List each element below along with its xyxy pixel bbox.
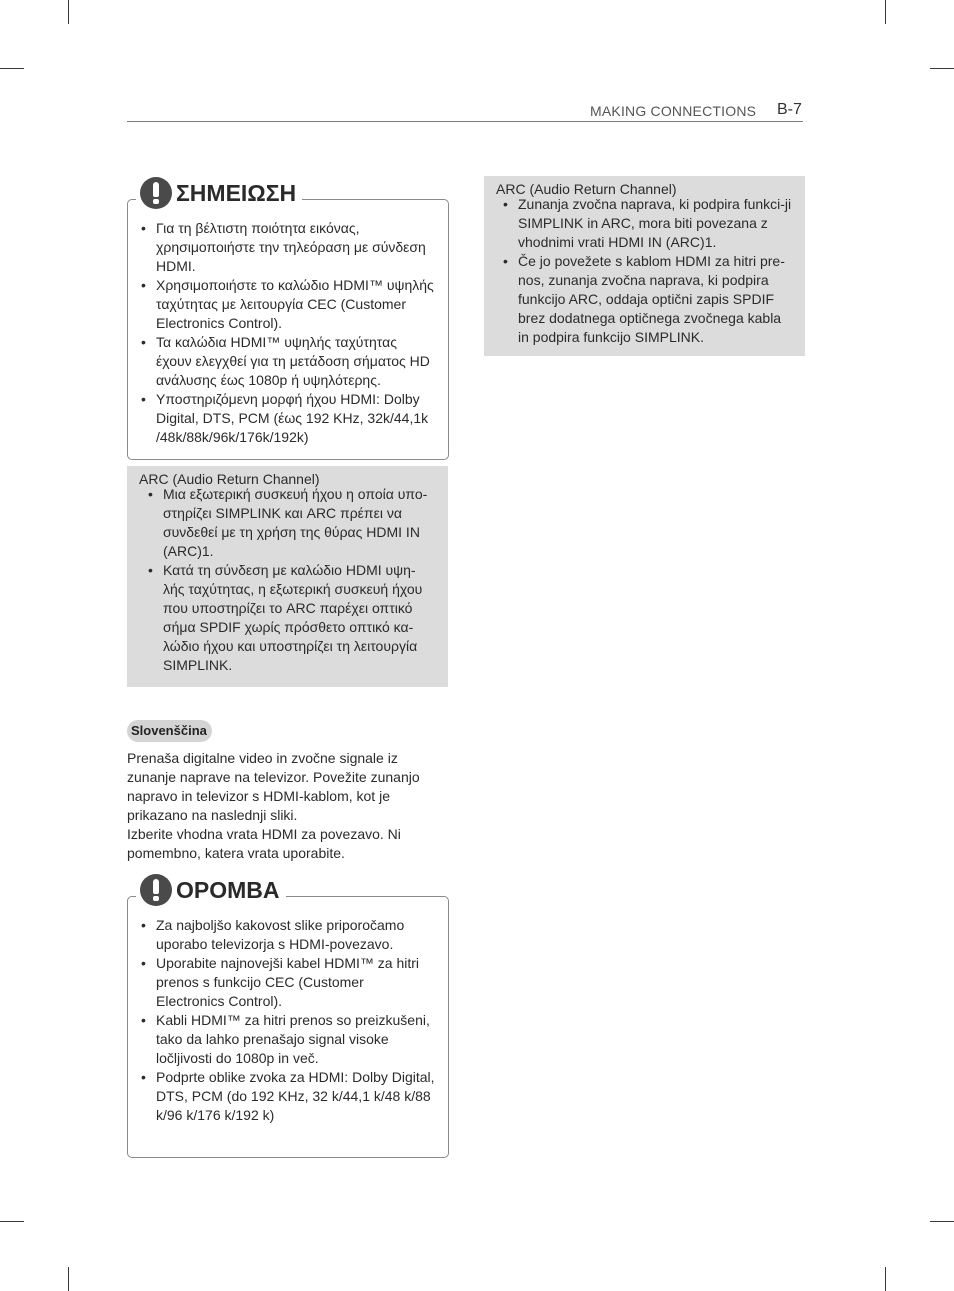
crop-mark xyxy=(68,1267,69,1291)
list-item: • Podprte oblike zvoka za HDMI: Dolby Digital, DTS, PCM (do 192 KHz, 32 k/44,1 k/48 k/88 k/96 k/176 k/192 k) xyxy=(140,1068,436,1125)
crop-mark xyxy=(885,1267,886,1291)
header-section-title: MAKING CONNECTIONS xyxy=(590,103,757,119)
language-label: Slovenščina xyxy=(127,720,212,742)
crop-mark xyxy=(0,68,24,69)
arc-title: ARC (Audio Return Channel) xyxy=(139,471,320,487)
exclamation-icon xyxy=(140,177,172,209)
crop-mark xyxy=(0,1221,24,1222)
slovenian-note-box xyxy=(127,896,449,1158)
page-number: B-7 xyxy=(777,101,802,118)
arc-title: ARC (Audio Return Channel) xyxy=(496,181,677,197)
text-line: pomembno, katera vrata uporabite. xyxy=(127,845,345,861)
greek-arc-list xyxy=(147,485,435,675)
crop-mark xyxy=(885,0,886,24)
list-item: • Για τη βέλτιστη ποιότητα εικόνας, χρησιμοποιήστε την τηλεόραση με σύνδεση HDMI. xyxy=(140,219,436,276)
list-item: • Μια εξωτερική συσκευή ήχου η οποία υπο-στηρίζει SIMPLINK και ARC πρέπει να συνδεθεί με τη χρήση της θύρας HDMI IN (ARC)1. xyxy=(147,485,435,561)
header-divider xyxy=(127,121,803,122)
greek-note-list xyxy=(140,219,436,447)
crop-mark xyxy=(930,1221,954,1222)
slovenian-arc-box xyxy=(484,176,805,356)
slovenian-arc-list xyxy=(502,195,794,347)
slovenian-note-list xyxy=(140,916,436,1125)
note-title: OPOMBA xyxy=(176,876,280,903)
list-item: • Τα καλώδια HDMI™ υψηλής ταχύτητας έχουν ελεγχθεί για τη μετάδοση σήματος HD ανάλυσης έως 1080p ή υψηλότερης. xyxy=(140,333,436,390)
greek-note-box xyxy=(127,199,449,460)
list-item: • Uporabite najnovejši kabel HDMI™ za hitri prenos s funkcijo CEC (Customer Electronics Control). xyxy=(140,954,436,1011)
note-title: ΣΗΜΕΙΩΣΗ xyxy=(176,179,297,206)
list-item: • Zunanja zvočna naprava, ki podpira funkci-ji SIMPLINK in ARC, mora biti povezana z vhodnimi vrati HDMI IN (ARC)1. xyxy=(502,195,794,252)
crop-mark xyxy=(68,0,69,24)
list-item: • Χρησιμοποιήστε το καλώδιο HDMI™ υψηλής ταχύτητας με λειτουργία CEC (Customer Electronics Control). xyxy=(140,276,436,333)
list-item: • Kabli HDMI™ za hitri prenos so preizkušeni, tako da lahko prenašajo signal visoke ločljivosti do 1080p in več. xyxy=(140,1011,436,1068)
greek-note-heading xyxy=(136,177,302,209)
list-item: • Če jo povežete s kablom HDMI za hitri pre-nos, zunanja zvočna naprava, ki podpira funkcijo ARC, oddaja optični zapis SPDIF brez dodatnega optičnega zvočnega kabla in podpira funkcijo SIMPLINK. xyxy=(502,252,794,347)
exclamation-icon xyxy=(140,874,172,906)
slovenian-note-heading xyxy=(136,874,286,906)
text-line: Prenaša digitalne video in zvočne signale iz xyxy=(127,750,398,766)
text-line: Izberite vhodna vrata HDMI za povezavo. Ni xyxy=(127,826,401,842)
list-item: • Υποστηριζόμενη μορφή ήχου HDMI: Dolby Digital, DTS, PCM (έως 192 KHz, 32k/44,1k /48k/88k/96k/176k/192k) xyxy=(140,390,436,447)
list-item: • Za najboljšo kakovost slike priporočamo uporabo televizorja s HDMI-povezavo. xyxy=(140,916,436,954)
crop-mark xyxy=(930,68,954,69)
text-line: prikazano na naslednji sliki. xyxy=(127,807,298,823)
greek-arc-box xyxy=(127,466,448,687)
text-line: napravo in televizor s HDMI-kablom, kot je xyxy=(127,788,390,804)
list-item: • Κατά τη σύνδεση με καλώδιο HDMI υψη-λής ταχύτητας, η εξωτερική συσκευή ήχου που υποστηρίζει το ARC παρέχει οπτικό σήμα SPDIF χωρίς πρόσθετο οπτικό κα-λώδιο ήχου και υποστηρίζει τη λειτουργία SIMPLINK. xyxy=(147,561,435,675)
text-line: zunanje naprave na televizor. Povežite zunanjo xyxy=(127,769,420,785)
intro-paragraph xyxy=(127,749,427,863)
